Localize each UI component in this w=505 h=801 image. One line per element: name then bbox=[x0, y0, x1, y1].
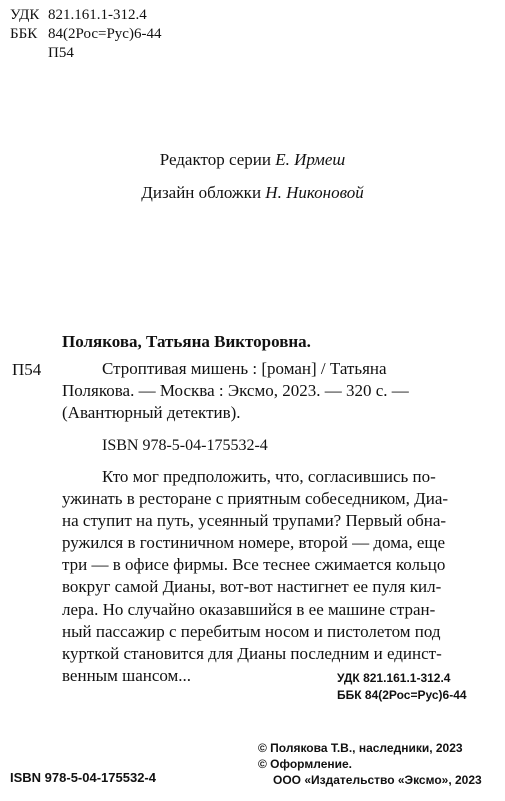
annotation-line: ный пассажир с перебитым носом и пистолетом под bbox=[62, 621, 441, 641]
udk-row bbox=[10, 6, 161, 25]
cover-label: Дизайн обложки bbox=[141, 183, 262, 202]
annotation-line: три — в офисе фирмы. Все теснее сжимается кольцо bbox=[62, 555, 446, 575]
annotation bbox=[62, 466, 492, 687]
bibliographic-description bbox=[62, 358, 492, 424]
bbk-label: ББК bbox=[10, 26, 38, 42]
copyright-design: © Оформление. bbox=[258, 757, 353, 771]
editor-name: Е. Ирмеш bbox=[275, 150, 346, 169]
cover-name: Н. Никоновой bbox=[265, 183, 364, 202]
copyright-block bbox=[258, 740, 482, 788]
annotation-line: венным шансом... bbox=[62, 665, 192, 685]
classification-codes bbox=[10, 6, 161, 63]
author-heading: Полякова, Татьяна Викторовна. bbox=[62, 332, 311, 351]
annotation-line: вокруг самой Дианы, вот-вот настигнет ее пуля кил- bbox=[62, 577, 442, 597]
bbk-value: 84(2Рос=Рус)6-44 bbox=[48, 26, 162, 42]
isbn-bottom: ISBN 978-5-04-175532-4 bbox=[10, 770, 156, 785]
bbk-code-bottom: ББК 84(2Рос=Рус)6-44 bbox=[337, 688, 467, 702]
annotation-line: ружился в гостиничном номере, второй — дома, еще bbox=[62, 533, 446, 553]
annotation-line: лера. Но случайно оказавшийся в ее машине стран- bbox=[62, 599, 436, 619]
editor-label: Редактор серии bbox=[159, 150, 271, 169]
copyright-publisher: ООО «Издательство «Эксмо», 2023 bbox=[273, 773, 482, 787]
biblio-line: Строптивая мишень : [роман] / Татьяна bbox=[102, 359, 387, 378]
annotation-line: курткой становится для Дианы последним и единст- bbox=[62, 643, 442, 663]
copyright-author: © Полякова Т.В., наследники, 2023 bbox=[258, 741, 463, 755]
isbn: ISBN 978-5-04-175532-4 bbox=[102, 437, 268, 454]
annotation-line: Кто мог предположить, что, согласившись по- bbox=[102, 467, 436, 486]
udk-code-bottom: УДК 821.161.1-312.4 bbox=[337, 671, 451, 685]
annotation-line: ужинать в ресторане с приятным собеседником, Диа- bbox=[62, 489, 449, 509]
author-mark: П54 bbox=[12, 360, 42, 379]
annotation-line: на ступит на путь, усеянный трупами? Первый обна- bbox=[62, 511, 447, 531]
udk-value: 821.161.1-312.4 bbox=[48, 7, 147, 23]
bbk-row bbox=[10, 25, 161, 44]
biblio-line: Полякова. — Москва : Эксмо, 2023. — 320 с. — bbox=[62, 381, 409, 400]
biblio-line: (Авантюрный детектив). bbox=[62, 403, 241, 422]
cover-designer bbox=[0, 183, 505, 203]
classification-codes-bottom bbox=[337, 670, 467, 704]
author-mark-top: П54 bbox=[48, 45, 74, 61]
series-editor bbox=[0, 150, 505, 170]
udk-label: УДК bbox=[10, 7, 40, 23]
